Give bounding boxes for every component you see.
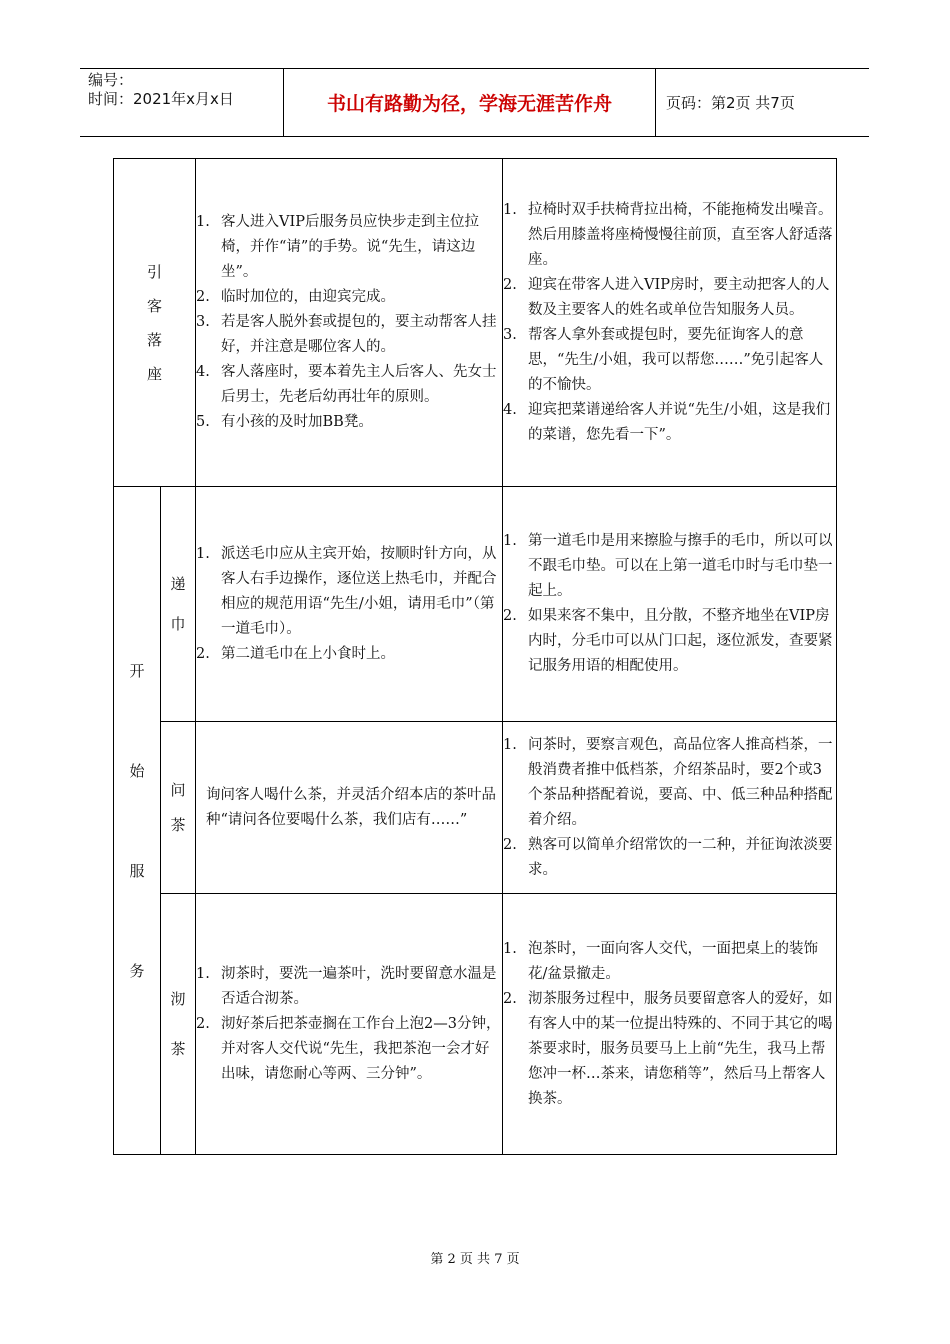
list-item	[503, 273, 836, 323]
header-meta	[80, 69, 284, 136]
header-page-code: 页码：第2页 共7页	[666, 94, 795, 112]
list-item-number: 2.	[196, 645, 210, 662]
list-item	[196, 360, 502, 410]
seating-notes	[503, 159, 837, 487]
list-item-text: 问茶时，要察言观色，高品位客人推高档茶，一般消费者推中低档茶，介绍茶品时，要2个或3个茶品种搭配着说，要高、中、低三种品种搭配着介绍。	[528, 736, 833, 828]
page-footer: 第 2 页 共 7 页	[430, 1252, 520, 1267]
list-item	[503, 937, 836, 987]
ask-tea-text: 询问客人喝什么茶，并灵活介绍本店的茶叶品种“请问各位要喝什么茶，我们店有……”	[206, 786, 497, 828]
seating-steps	[196, 159, 503, 487]
list-item-text: 沏好茶后把茶壶搁在工作台上泡2—3分钟，并对客人交代说“先生，我把茶泡一会才好出味，请您耐心等两、三分钟”。	[221, 1015, 501, 1082]
sub-label-towel	[161, 487, 196, 722]
table-row-towel	[114, 487, 837, 722]
list-item-text: 第二道毛巾在上小食时上。	[221, 645, 396, 662]
list-item-text: 沏茶服务过程中，服务员要留意客人的爱好，如有客人中的某一位提出特殊的、不同于其它的喝茶要求时，服务员要马上上前“先生，我马上帮您冲一杯…茶来，请您稍等”，然后马上帮客人换茶。	[528, 990, 833, 1107]
brew-tea-notes	[503, 894, 837, 1155]
list-item-text: 若是客人脱外套或提包的，要主动帮客人挂好，并注意是哪位客人的。	[221, 314, 497, 355]
time-label: 时间：2021年x月x日	[88, 90, 234, 108]
list-item-text: 临时加位的，由迎宾完成。	[221, 289, 396, 305]
list-item-text: 派送毛巾应从主宾开始，按顺时针方向，从客人右手边操作，逐位送上热毛巾，并配合相应的规范用语“先生/小姐，请用毛巾”（第一道毛巾）。	[221, 545, 497, 637]
towel-steps	[196, 487, 503, 722]
label-char: 引	[147, 262, 163, 281]
list-item-number: 1.	[503, 201, 517, 218]
list-item	[196, 210, 502, 285]
list-item-text: 帮客人拿外套或提包时，要先征询客人的意思，“先生/小姐，我可以帮您……”免引起客人的不愉快。	[528, 326, 824, 393]
numbered-list	[196, 962, 502, 1087]
label-char: 巾	[170, 615, 186, 633]
list-item-text: 沏茶时，要洗一遍茶叶，洗时要留意水温是否适合沏茶。	[221, 965, 497, 1007]
list-item	[503, 833, 836, 883]
list-item	[196, 285, 502, 310]
list-item	[196, 962, 502, 1012]
ask-tea-notes	[503, 722, 837, 894]
list-item-number: 5.	[196, 414, 210, 430]
label-char: 问	[170, 780, 186, 799]
list-item	[503, 398, 836, 448]
table-row-brew-tea	[114, 894, 837, 1155]
page-header	[80, 68, 869, 137]
list-item-number: 3.	[196, 314, 210, 330]
numbered-list	[503, 937, 836, 1112]
service-table	[113, 158, 837, 1155]
label-char: 递	[170, 575, 186, 593]
list-item-number: 1.	[196, 965, 210, 982]
list-item-number: 2.	[196, 1015, 210, 1032]
list-item-number: 4.	[503, 401, 517, 418]
ask-tea-steps	[196, 722, 503, 894]
list-item-number: 4.	[196, 364, 210, 380]
label-char: 茶	[170, 815, 186, 834]
list-item	[196, 542, 502, 642]
list-item-text: 第一道毛巾是用来擦脸与擦手的毛巾，所以可以不跟毛巾垫。可以在上第一道毛巾时与毛巾垫一起上。	[528, 533, 833, 599]
label-char: 务	[129, 961, 145, 980]
list-item-number: 1.	[503, 940, 517, 957]
list-item	[196, 1012, 502, 1087]
numbered-list	[196, 210, 502, 435]
list-item-number: 1.	[196, 214, 210, 230]
label-char: 沏	[170, 990, 186, 1008]
list-item-text: 拉椅时双手扶椅背拉出椅，不能拖椅发出噪音。然后用膝盖将座椅慢慢往前顶，直至客人舒适落座。	[528, 201, 833, 268]
list-item-text: 有小孩的及时加BB凳。	[221, 414, 373, 430]
brew-tea-steps	[196, 894, 503, 1155]
list-item	[196, 310, 502, 360]
sub-label-brew-tea	[161, 894, 196, 1155]
list-item-number: 2.	[503, 608, 517, 624]
number-label: 编号：	[88, 71, 134, 89]
label-char: 客	[147, 296, 163, 315]
list-item-text: 客人进入VIP后服务员应快步走到主位拉椅，并作“请”的手势。说“先生，请这边坐”。	[221, 214, 479, 280]
label-char: 茶	[170, 1040, 186, 1058]
towel-notes	[503, 487, 837, 722]
numbered-list	[503, 198, 836, 448]
list-item	[196, 642, 502, 667]
list-item-number: 1.	[503, 736, 517, 753]
list-item	[196, 410, 502, 435]
list-item	[503, 198, 836, 273]
list-item	[503, 604, 836, 679]
label-char: 服	[129, 861, 145, 880]
list-item-text: 如果来客不集中，且分散，不整齐地坐在VIP房内时，分毛巾可以从门口起，逐位派发，查要紧记服务用语的相配使用。	[528, 608, 833, 674]
list-item	[503, 733, 836, 833]
list-item-number: 1.	[196, 545, 210, 562]
table-row-ask-tea	[114, 722, 837, 894]
list-item	[503, 987, 836, 1112]
numbered-list	[503, 733, 836, 883]
label-char: 开	[129, 661, 145, 680]
list-item-number: 2.	[503, 990, 517, 1007]
label-char: 座	[147, 364, 163, 383]
list-item-number: 3.	[503, 326, 517, 343]
list-item-text: 熟客可以简单介绍常饮的一二种，并征询浓淡要求。	[528, 836, 833, 878]
list-item-number: 2.	[503, 836, 517, 853]
section-label-seating	[114, 159, 196, 487]
numbered-list	[503, 529, 836, 679]
list-item-text: 泡茶时，一面向客人交代，一面把桌上的装饰花/盆景撤走。	[528, 940, 819, 982]
list-item-number: 2.	[196, 289, 210, 305]
list-item-text: 客人落座时，要本着先主人后客人、先女士后男士，先老后幼再壮年的原则。	[221, 364, 497, 405]
list-item-number: 1.	[503, 533, 517, 549]
list-item	[503, 529, 836, 604]
section-label-start-service	[114, 487, 161, 1155]
label-char: 落	[147, 330, 163, 349]
sub-label-ask-tea	[161, 722, 196, 894]
label-char: 始	[129, 761, 145, 780]
table-row-seating	[114, 159, 837, 487]
list-item-text: 迎宾在带客人进入VIP房时，要主动把客人的人数及主要客人的姓名或单位告知服务人员。	[528, 276, 830, 318]
list-item-number: 2.	[503, 276, 517, 293]
list-item	[503, 323, 836, 398]
numbered-list	[196, 542, 502, 667]
list-item-text: 迎宾把菜谱递给客人并说“先生/小姐，这是我们的菜谱，您先看一下”。	[528, 401, 831, 443]
header-motto: 书山有路勤为径，学海无涯苦作舟	[284, 69, 656, 136]
